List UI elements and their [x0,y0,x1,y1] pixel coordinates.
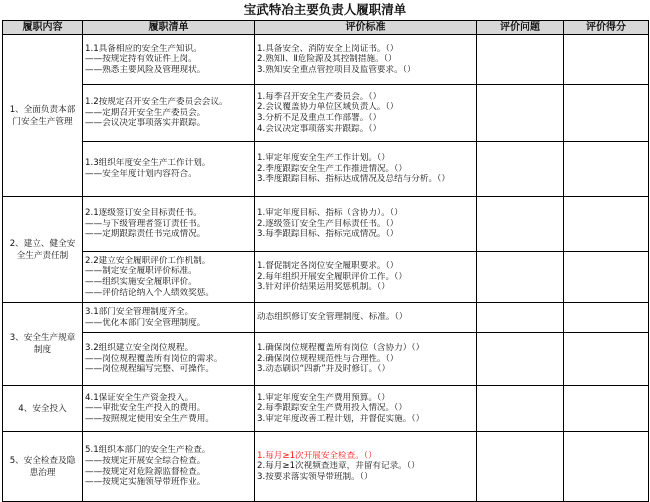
criteria-line: 3.每季跟踪目标、指标完成情况。（） [257,229,399,240]
duty-list-line: ——按规定开展安全综合检查。 [85,455,206,466]
criteria-line: 1.审定年度安全生产费用预算。（） [257,392,390,403]
page-title: 宝武特冶主要负责人履职清单 [243,2,407,17]
criteria-line: 3.分析不足及重点工作部署。（） [257,113,382,123]
category-cell: 3、安全生产规章制度 [3,303,83,386]
duty-list-cell [83,142,255,197]
evaluation-score-cell[interactable] [564,142,649,197]
header-content: 履职内容 [3,21,83,35]
duty-list-line: 2.2建立安全履职评价工作机制。 [85,255,211,266]
criteria-cell [255,333,477,386]
duty-list-line: ——按照规定使用安全生产费用。 [85,413,214,424]
criteria-line: 3.针对评价结果运用奖惩机制。（） [257,282,390,293]
criteria-line: 2.每季跟踪安全生产费用投入情况。（） [257,403,407,414]
category-cell: 2、建立、健全安全生产责任制 [3,197,83,303]
duty-list-cell [83,85,255,142]
criteria-line: 3.动态刷识“四新”并及时修订。（） [257,364,391,375]
criteria-cell [255,35,477,85]
evaluation-issues-cell[interactable] [477,197,564,252]
category-cell: 1、全面负责本部门安全生产管理 [3,35,83,197]
duty-list-line: ——按规定实施领导带班作业。 [85,477,206,488]
evaluation-score-cell[interactable] [564,303,649,333]
evaluation-issues-cell[interactable] [477,386,564,432]
duty-list-line: ——会议决定事项落实并跟踪。 [85,118,206,129]
evaluation-score-cell[interactable] [564,252,649,303]
header-row [3,21,649,35]
header-criteria: 评价标准 [255,21,477,35]
duty-list-line: ——按规定对危险源监督检查。 [85,466,206,477]
criteria-line: 1.确保岗位规程覆盖所有岗位（含协力）（） [257,343,425,354]
duty-checklist-table [2,20,649,502]
table-row [3,197,649,252]
duty-list-line: 2.1逐级签订安全目标责任书。 [85,208,202,219]
duty-list-line: 3.1部门安全管理制度齐全。 [85,306,194,317]
criteria-line: 1.审定年度安全生产工作计划。（） [257,153,390,164]
evaluation-issues-cell[interactable] [477,35,564,85]
criteria-line: 1.具备安全、消防安全上岗证书。（） [257,43,399,54]
criteria-cell [255,386,477,432]
table-row [3,333,649,386]
header-list: 履职清单 [83,21,255,35]
criteria-line: 1.督促制定各岗位安全履职要求。（） [257,261,399,272]
table-row [3,432,649,502]
evaluation-score-cell[interactable] [564,197,649,252]
duty-list-line: 1.3组织年度安全生产工作计划。 [85,158,211,169]
evaluation-score-cell[interactable] [564,333,649,386]
criteria-line: 2.确保岗位规程规范性与合理性。（） [257,353,399,364]
criteria-line: 动态组织修订安全管理制度、标准。（） [257,312,408,323]
duty-list-line: ——按规定持有效证件上岗。 [85,54,197,65]
duty-list-line: ——岗位规程编写完整、可操作。 [85,364,214,375]
duty-list-line: 4.1保证安全生产资金投入。 [85,392,194,403]
duty-list-line: ——安全年度计划内容符合。 [85,169,197,179]
evaluation-issues-cell[interactable] [477,333,564,386]
duty-list-line: ——定期召开安全生产委员会。 [85,107,206,118]
evaluation-score-cell[interactable] [564,35,649,85]
duty-list-line: ——审批安全生产投入的费用。 [85,403,206,414]
duty-list-line: ——熟悉主要风险及管理现状。 [85,64,206,75]
criteria-line: 2.每年组织开展安全履职评价工作。（） [257,271,407,282]
evaluation-issues-cell[interactable] [477,142,564,197]
evaluation-issues-cell[interactable] [477,432,564,502]
duty-list-cell [83,432,255,502]
table-row [3,386,649,432]
duty-list-line: ——组织实施安全履职评价。 [85,277,197,287]
criteria-cell [255,85,477,142]
evaluation-score-cell[interactable] [564,386,649,432]
evaluation-score-cell[interactable] [564,432,649,502]
header-score: 评价得分 [564,21,649,35]
duty-list-line: ——优化本部门安全管理制度。 [85,317,206,328]
criteria-cell [255,252,477,303]
table-row [3,85,649,142]
criteria-line: 3.审定年度改善工程计划，并督促实施。（） [257,413,425,424]
criteria-line: 3.季度跟踪目标、指标达成情况及总结与分析。（） [257,174,450,185]
duty-list-cell [83,386,255,432]
table-body [3,35,649,502]
duty-list-cell [83,333,255,386]
table-row [3,142,649,197]
evaluation-issues-cell[interactable] [477,85,564,142]
criteria-line: 1.审定年度目标、指标（含协力）。（） [257,208,403,219]
criteria-cell [255,197,477,252]
header-issues: 评价问题 [477,21,564,35]
criteria-cell [255,432,477,502]
category-cell: 5、安全检查及隐患治理 [3,432,83,502]
criteria-line: 2.会议覆盖协力单位区域负责人。（） [257,102,399,113]
duty-list-line: ——制定安全履职评价标准。 [85,266,197,277]
duty-list-line: ——与下级管理者签订责任书。 [85,218,206,229]
table-row [3,35,649,85]
criteria-line: 1.每月≥1次开展安全检查。（） [257,450,377,461]
duty-list-cell [83,303,255,333]
criteria-line: 3.按要求落实领导带班制。（） [257,471,373,482]
criteria-line: 2.熟知Ⅰ、Ⅱ危险源及其控制措施。（） [257,54,397,65]
duty-list-line: 1.1具备相应的安全生产知识。 [85,43,202,54]
table-row [3,303,649,333]
duty-list-line: 3.2组织建立安全岗位规程。 [85,343,194,354]
criteria-line: 2.逐级签订安全生产目标责任书。（） [257,218,399,229]
criteria-line: 3.熟知安全重点管控项目及监管要求。（） [257,64,416,75]
evaluation-issues-cell[interactable] [477,252,564,303]
criteria-cell [255,142,477,197]
criteria-line: 1.每季召开安全生产委员会。（） [257,91,382,102]
duty-list-line: ——评价结论纳入个人绩效奖惩。 [85,287,214,298]
table-row [3,252,649,303]
duty-list-line: 1.2按规定召开安全生产委员会会议。 [85,97,228,108]
evaluation-score-cell[interactable] [564,85,649,142]
duty-list-line: ——定期跟踪责任书完成情况。 [85,229,206,240]
criteria-cell [255,303,477,333]
evaluation-issues-cell[interactable] [477,303,564,333]
duty-list-line: ——岗位规程覆盖所有岗位的需求。 [85,353,223,364]
duty-list-cell [83,35,255,85]
duty-list-cell [83,252,255,303]
duty-list-line: 5.1组织本部门的安全生产检查。 [85,445,211,456]
duty-list-cell [83,197,255,252]
criteria-line: 4.会议决定事项落实并跟踪。（） [257,123,382,134]
criteria-line: 2.季度跟踪安全生产工作推进情况。（） [257,163,407,174]
category-cell: 4、安全投入 [3,386,83,432]
criteria-line: 2.每月≥1次视频查违章，并留有记录。（） [257,461,420,472]
